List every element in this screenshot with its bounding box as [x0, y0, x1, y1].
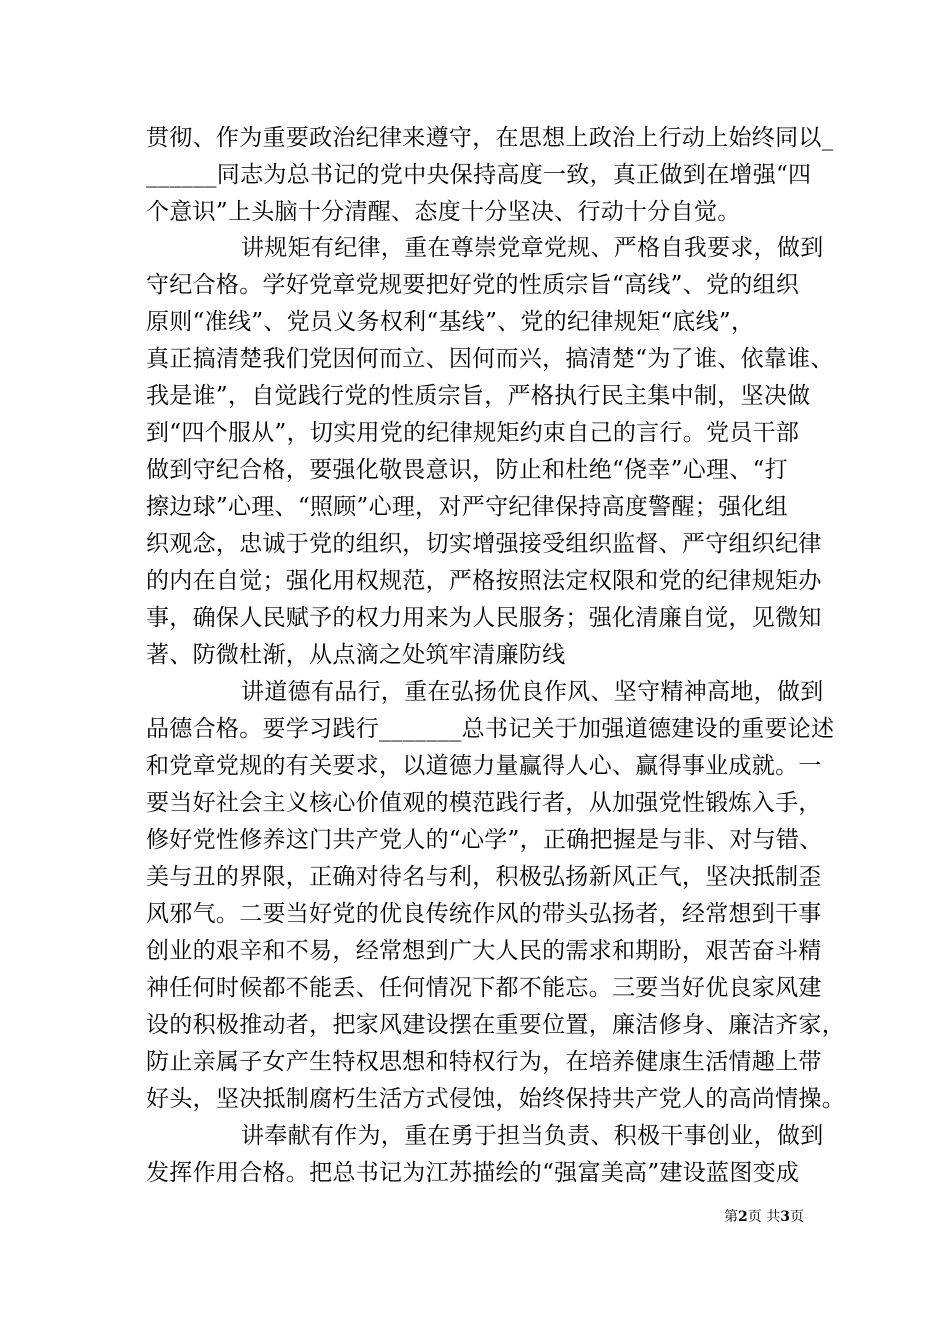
text-line: ______同志为总书记的党中央保持高度一致，真正做到在增强“四 [146, 162, 812, 188]
text-line: 原则“准线”、党员义务权利“基线”、党的纪律规矩“底线”， [146, 309, 755, 335]
paragraph-start-line: 讲规矩有纪律，重在尊崇党章党规、严格自我要求，做到 [241, 235, 824, 261]
text-line: 品德合格。要学习践行_______总书记关于加强道德建设的重要论述 [146, 716, 835, 742]
text-line: 我是谁”，自觉践行党的性质宗旨，严格执行民主集中制，坚决做 [146, 383, 811, 409]
text-line: 和党章党规的有关要求，以道德力量赢得人心、赢得事业成就。一 [146, 753, 822, 779]
text-line: 风邪气。二要当好党的优良传统作风的带头弘扬者，经常想到干事 [146, 901, 822, 927]
paragraph-start-line: 讲奉献有作为，重在勇于担当负责、积极干事创业，做到 [241, 1123, 824, 1149]
current-page-number: 2 [738, 1209, 748, 1225]
text-line: 擦边球”心理、“照顾”心理，对严守纪律保持高度警醒；强化组 [146, 494, 788, 520]
text-line: 事，确保人民赋予的权力用来为人民服务；强化清廉自觉，见微知 [146, 605, 822, 631]
text-line: 的内在自觉；强化用权规范，严格按照法定权限和党的纪律规矩办 [146, 568, 822, 594]
text-line: 防止亲属子女产生特权思想和特权行为，在培养健康生活情趣上带 [146, 1049, 822, 1075]
text-line: 发挥作用合格。把总书记为江苏描绘的“强富美高”建设蓝图变成 [146, 1160, 800, 1186]
footer-suffix: 页 [790, 1209, 804, 1225]
total-pages-number: 3 [780, 1209, 790, 1225]
paragraph-start-line: 讲道德有品行，重在弘扬优良作风、坚守精神高地，做到 [241, 679, 824, 705]
text-line: 神任何时候都不能丢、任何情况下都不能忘。三要当好优良家风建 [146, 975, 822, 1001]
text-line: 修好党性修养这门共产党人的“心学”，正确把握是与非、对与错、 [146, 827, 823, 853]
text-line: 美与丑的界限，正确对待名与利，积极弘扬新风正气，坚决抵制歪 [146, 864, 822, 890]
text-line: 好头，坚决抵制腐朽生活方式侵蚀，始终保持共产党人的高尚情操。 [146, 1086, 845, 1112]
text-line: 做到守纪合格，要强化敬畏意识，防止和杜绝“侥幸”心理、“打 [146, 457, 788, 483]
text-line: 织观念，忠诚于党的组织，切实增强接受组织监督、严守组织纪律 [146, 531, 822, 557]
text-line: 到“四个服从”，切实用党的纪律规矩约束自己的言行。党员干部 [146, 420, 800, 446]
text-line: 真正搞清楚我们党因何而立、因何而兴，搞清楚“为了谁、依靠谁、 [146, 346, 834, 372]
footer-middle: 页 共 [747, 1209, 781, 1225]
footer-prefix: 第 [724, 1209, 739, 1225]
text-line: 个意识”上头脑十分清醒、态度十分坚决、行动十分自觉。 [146, 199, 741, 225]
text-line: 创业的艰辛和不易，经常想到广大人民的需求和期盼，艰苦奋斗精 [146, 938, 822, 964]
text-line: 贯彻、作为重要政治纪律来遵守，在思想上政治上行动上始终同以_ [146, 125, 834, 151]
text-line: 设的积极推动者，把家风建设摆在重要位置，廉洁修身、廉洁齐家， [146, 1012, 845, 1038]
text-line: 守纪合格。学好党章党规要把好党的性质宗旨“高线”、党的组织 [146, 272, 800, 298]
text-line: 著、防微杜渐，从点滴之处筑牢清廉防线 [146, 642, 566, 668]
text-line: 要当好社会主义核心价值观的模范践行者，从加强党性锻炼入手， [146, 790, 822, 816]
page-footer [724, 1207, 804, 1227]
